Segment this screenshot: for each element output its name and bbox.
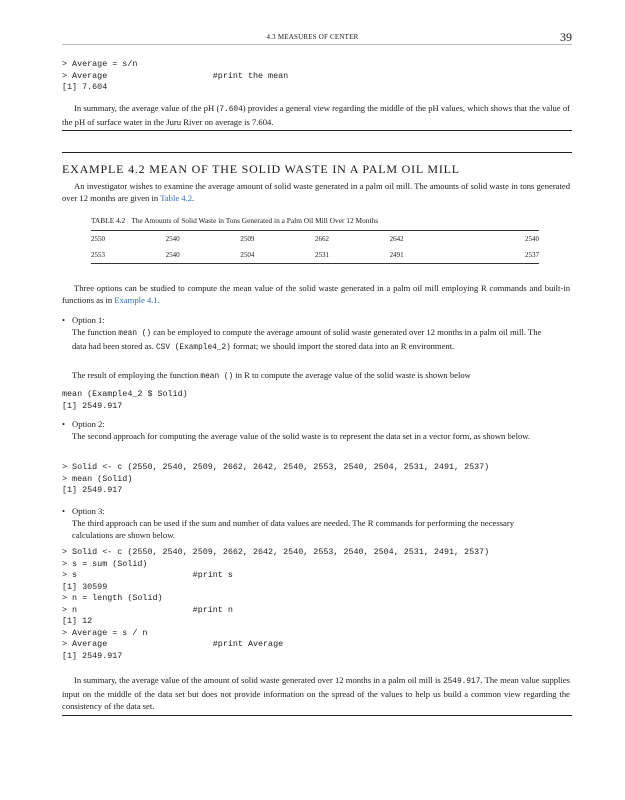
option-label: Option 1:: [72, 315, 105, 325]
code-line: [1] 2549.917: [62, 400, 123, 411]
option1-result-text: The result of employing the function mean () in R to compute the average value of the solid waste is shown below: [72, 370, 471, 381]
bullet-dot: •: [62, 419, 66, 429]
table-label: TABLE 4.2: [91, 216, 126, 225]
code-line: > n = length (Solid): [62, 593, 163, 603]
example-link[interactable]: Example 4.1: [114, 295, 158, 305]
table-cell: 2550: [91, 231, 166, 248]
code-line: > Average #print Average: [62, 639, 284, 649]
table-cell: 2540: [166, 247, 241, 264]
table-cell: 2504: [240, 247, 315, 264]
table-cell: 2540: [464, 231, 539, 248]
code-line: [1] 12: [62, 616, 93, 626]
code-line: [1] 30599: [62, 581, 108, 592]
bullet-dot: •: [62, 506, 66, 516]
table-cell: 2491: [390, 247, 465, 264]
code-line: > Solid <- c (2550, 2540, 2509, 2662, 2642, 2540, 2553, 2540, 2504, 2531, 2491, 2537): [62, 547, 490, 557]
header-rule: [62, 44, 572, 45]
code-block-top: [62, 59, 288, 94]
example-top-rule: [62, 152, 572, 153]
code-line: [1] 2549.917: [62, 485, 123, 495]
code-line: [1] 2549.917: [62, 650, 123, 661]
table-cell: 2509: [240, 231, 315, 248]
table-cell: 2642: [390, 231, 465, 248]
code-line: > Average = s / n: [62, 627, 148, 638]
code-block-2: [62, 462, 489, 497]
example-title: EXAMPLE 4.2 MEAN OF THE SOLID WASTE IN A PALM OIL MILL: [62, 162, 460, 176]
example-intro: An investigator wishes to examine the average amount of solid waste generated in a palm oil mill. The amounts of solid waste in tons generated over 12 months are given in Table 4.2.: [62, 181, 570, 203]
code-line: [1] 7.604: [62, 82, 108, 92]
code-line: > s #print s: [62, 570, 233, 580]
code-line: > Solid <- c (2550, 2540, 2509, 2662, 2642, 2540, 2553, 2540, 2504, 2531, 2491, 2537): [62, 462, 490, 472]
page-number: 39: [560, 30, 572, 44]
table-link[interactable]: Table 4.2: [160, 193, 193, 203]
summary-paragraph-solid-waste: In summary, the average value of the amount of solid waste generated over 12 months in a palm oil mill is 2549.917. The mean value supplies input on the middle of the data set but does not provide information on the spread of the values to help us build a common view regarding the consistency of the data set.: [62, 675, 570, 711]
code-line: > s = sum (Solid): [62, 558, 148, 569]
summary-paragraph-ph: In summary, the average value of the pH (7.604) provides a general view regarding the middle of the pH values, which shows that the value of the pH of surface water in the Juru River on average is 7.604.: [62, 103, 570, 127]
option-body: The third approach can be used if the sum and number of data values are needed. The R commands for performing the necessary calculations are shown below.: [72, 518, 515, 540]
table-cell: 2662: [315, 231, 390, 248]
code-line: > Average = s/n: [62, 59, 138, 69]
code-block-3: [62, 547, 489, 662]
solid-waste-table: [91, 230, 539, 264]
table-cell: 2540: [166, 231, 241, 248]
table-caption: TABLE 4.2 The Amounts of Solid Waste in Tons Generated in a Palm Oil Mill Over 12 Months: [91, 216, 379, 225]
code-line: mean (Example4_2 $ Solid): [62, 389, 188, 399]
table-cell: 2553: [91, 247, 166, 264]
code-line: > n #print n: [62, 604, 233, 615]
option-1: [62, 314, 552, 364]
option-3: [62, 505, 552, 545]
table-row: [91, 247, 539, 264]
section-rule: [62, 130, 572, 131]
running-head: 4.3 MEASURES OF CENTER: [266, 33, 359, 41]
bullet-dot: •: [62, 315, 66, 325]
example-bottom-rule: [62, 715, 572, 716]
option-body: The second approach for computing the average value of the solid waste is to represent the data set in a vector form, as shown below.: [72, 431, 531, 441]
table-cell: 2531: [315, 247, 390, 264]
options-intro: Three options can be studied to compute the mean value of the solid waste generated in a palm oil mill employing R commands and built-in functions as in Example 4.1.: [62, 283, 570, 305]
table-cell: 2537: [464, 247, 539, 264]
option-label: Option 3:: [72, 506, 105, 516]
option-label: Option 2:: [72, 419, 105, 429]
code-block-1: [62, 389, 188, 412]
table-row: [91, 231, 539, 248]
option-body: The function mean () can be employed to compute the average amount of solid waste generated over 12 months in a palm oil mill. The data had been stored as. CSV (Example4_2) format; we should import the stored data into an R environment.: [72, 327, 542, 352]
code-line: > Average #print the mean: [62, 70, 289, 81]
code-line: > mean (Solid): [62, 473, 133, 484]
option-2: [62, 418, 552, 458]
